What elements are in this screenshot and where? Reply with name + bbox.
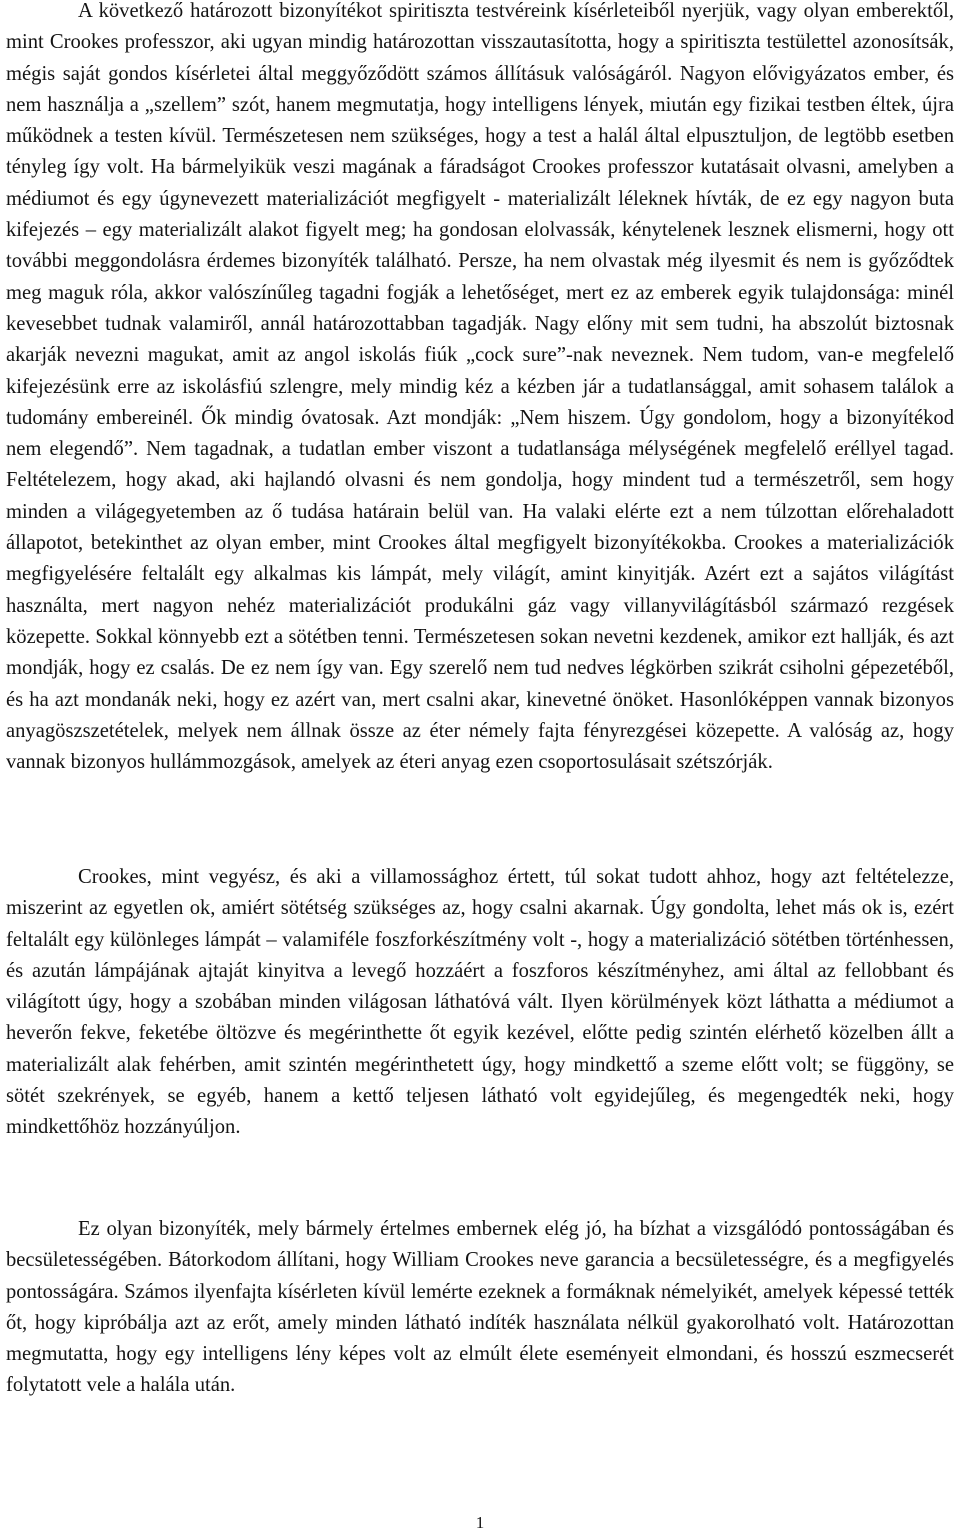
paragraph-2: Crookes, mint vegyész, és aki a villamossághoz értett, túl sokat tudott ahhoz, hogy azt feltételezze, miszerint az egyetlen ok, amiért sötétség szükséges az, hogy csalni akarnak. Úgy gondolta, lehet más ok is, ezért feltalált egy különleges lámpát – valamiféle foszforkészítmény volt -, hogy a materializáció sötétben történhessen, és azután lámpájának ajtaját kinyitva a levegő hozzáért a foszforos készítményhez, ami által az fellobbant és világított úgy, hogy a szobában minden világosan láthatóvá vált. Ilyen körülmények közt láthatta a médiumot a heverőn fekve, feketébe öltözve és megérinthette őt egyik kezével, előtte pedig szintén elérhető közelben állt a materializált alak fehérben, amit szintén megérinthetett úgy, hogy mindkettő a szeme előtt volt; se függöny, se sötét szekrények, se egyéb, hanem a kettő teljesen látható volt egyidejűleg, és megengedték neki, hogy mindkettőhöz hozzányúljon. bbox=[6, 866, 954, 1139]
paragraph-3: Ez olyan bizonyíték, mely bármely értelmes embernek elég jó, ha bízhat a vizsgálódó pontosságában és becsületességében. Bátorkodom állítani, hogy William Crookes neve garancia a becsületességre, és a megfigyelés pontosságára. Számos ilyenfajta kísérleten kívül lemérte ezeknek a formáknak némelyikét, amelyek képessé tették őt, hogy kipróbálja azt az erőt, amely minden látható indíték használata nélkül gyakorolható volt. Határozottan megmutatta, hogy egy intelligens lény képes volt az elmúlt élete eseményeit elmondani, és hosszú eszmecserét folytatott vele a halála után. bbox=[6, 1218, 954, 1397]
page-number: 1 bbox=[475, 1513, 485, 1532]
paragraph-1: A következő határozott bizonyítékot spiritiszta testvéreink kísérleteiből nyerjük, vagy olyan emberektől, mint Crookes professzor, aki ugyan mindig határozottan visszautasította, hogy a spiritiszta testülettel azonosítsák, mégis saját gondos kísérletei által meggyőződött számos állításuk valóságáról. Nagyon elővigyázatos ember, és nem használja a „szellem” szót, hanem megmutatja, hogy intelligens lények, miután egy fizikai testben éltek, újra működnek a testen kívül. Természetesen nem szükséges, hogy a test a halál által elpusztuljon, de legtöbb esetben tényleg így volt. Ha bármelyikük veszi magának a fáradságot Crookes professzor kutatásait olvasni, amelyben a médiumot és egy úgynevezett materializációt megfigyelt - materializált léleknek hívták, de ez egy nagyon buta kifejezés – egy materializált alakot figyelt meg; ha gondosan elolvassák, kénytelenek lesznek elismerni, hogy ott további meggondolásra érdemes bizonyíték található. Persze, ha nem olvastak még ilyesmit és nem is győződtek meg maguk róla, akkor valószínűleg tagadni fogják a lehetőséget, mert ez az emberek egyik tulajdonsága: minél kevesebbet tudnak valamiről, annál határozottabban tagadják. Nagy előny mit sem tudni, ha abszolút biztosnak akarják nevezni magukat, amit az angol iskolás fiúk „cock sure”-nak neveznek. Nem tudom, van-e megfelelő kifejezésünk erre az iskolásfiú szlengre, mely mindig kéz a kézben jár a tudatlansággal, amit sohasem találok a tudomány embereinél. Ők mindig óvatosak. Azt mondják: „Nem hiszem. Úgy gondolom, hogy a bizonyítékod nem elegendő”. Nem tagadnak, a tudatlan ember viszont a tudatlansága mélységének megfelelő eréllyel tagad. Feltételezem, hogy akad, aki hajlandó olvasni és nem gondolja, hogy mindent tud a természetről, sem hogy minden a világegyetemben az ő tudása határain belül van. Ha valaki elérte ezt a nem túlzottan előrehaladott állapotot, betekinthet az olyan ember, mint Crookes által megfigyelt bizonyítékokba. Crookes a materializációk megfigyelésére feltalált egy alkalmas kis lámpát, mely világít, amint kinyitják. Azért ezt a sajátos világítást használta, mert nagyon nehéz materializációt produkálni gáz vagy villanyvilágításból származó rezgések közepette. Sokkal könnyebb ezt a sötétben tenni. Természetesen sokan nevetni kezdenek, amikor ezt hallják, és azt mondják, hogy ez csalás. De ez nem így van. Egy szerelő nem tud nedves légkörben szikrát csiholni gépezetéből, és ha azt mondanák neki, hogy ez azért van, mert csalni akar, kinevetné önöket. Hasonlóképpen vannak bizonyos anyagöszszetételek, melyek nem állnak össze az éter némely fajta fényrezgései közepette. A valóság az, hogy vannak bizonyos hullámmozgások, amelyek az éteri anyag ezen csoportosulásait szétszórják. bbox=[6, 0, 954, 774]
